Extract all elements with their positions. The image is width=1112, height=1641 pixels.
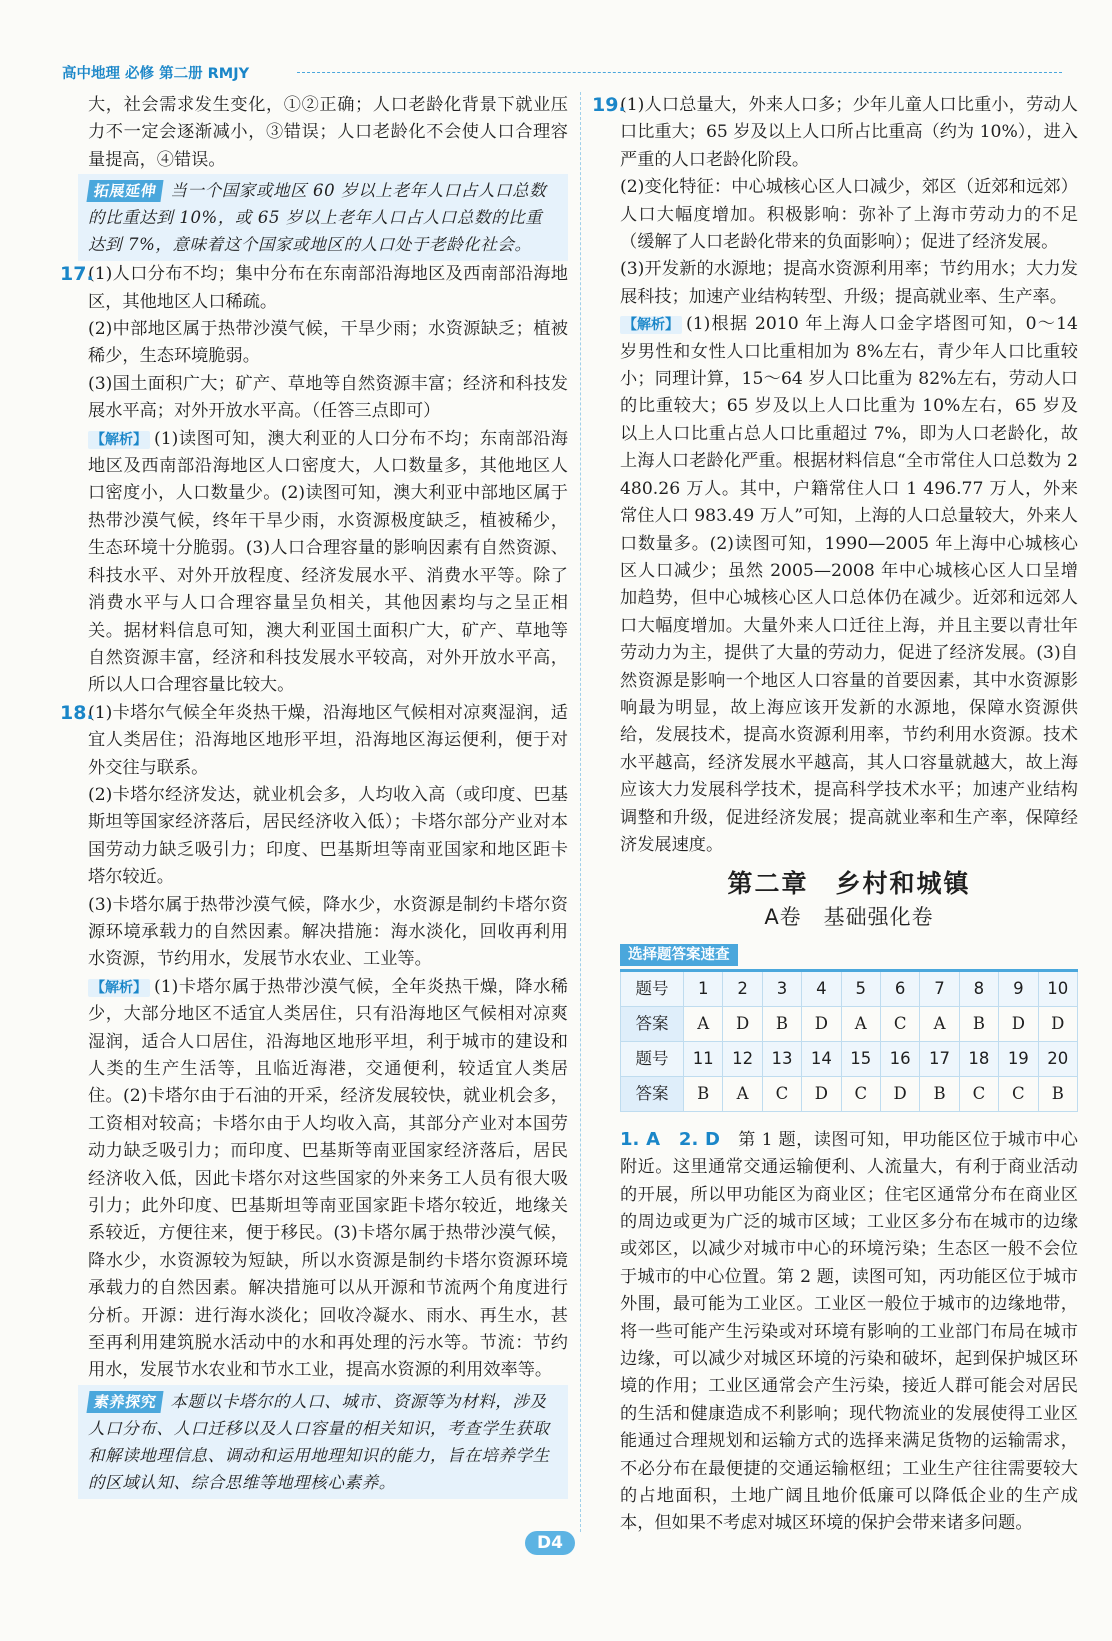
q19-answer-2: (2)变化特征：中心城核心区人口减少，郊区（近郊和远郊）人口大幅度增加。积极影响：弥补了上海市劳动力的不足（缓解了人口老龄化带来的负面影响）；促进了经济发展。: [620, 177, 1078, 253]
left-column: [60, 92, 568, 1499]
answer-table-section: [620, 941, 1078, 1111]
table-row: [621, 1006, 1078, 1041]
extension-tag: 拓展延伸: [86, 180, 163, 202]
table-cell: 4: [802, 970, 841, 1006]
table-cell: A: [684, 1006, 723, 1041]
row-label: 题号: [621, 970, 684, 1006]
table-cell: 16: [880, 1041, 919, 1076]
table-cell: C: [880, 1006, 919, 1041]
page-header: [62, 62, 1062, 84]
table-cell: 1: [684, 970, 723, 1006]
q19-analysis-text: (1)根据 2010 年上海人口金字塔图可知，0～14 岁男性和女性人口比重相加为 8%左右，青少年人口比重较小；同理计算，15～64 岁人口比重为 82%左右，劳动人口的比重较大；65 岁及以上人口比重为 10%左右，65 岁及以上人口比重占总人口比重超过 7%，即为人口老龄化，故上海人口老龄化严重。根据材料信息“全市常住人口总数为 2 480.26 万人。其中，户籍常住人口 1 496.77 万人，外来常住人口 983.49 万人”可知，上海的人口总量较大，外来人口数量多。(2)读图可知，1990—2005 年上海中心城核心区人口减少；虽然 2005—2008 年中心城核心区人口呈增加趋势，但中心城核心区人口总体仍在减少。近郊和远郊人口大幅度增加。大量外来人口迁往上海，并且主要以青壮年劳动力为主，提供了大量的劳动力，促进了经济发展。(3)自然资源是影响一个地区人口容量的首要因素，其中水资源影响最为明显，故上海应该开发新的水源地，保障水资源供给，发展技术，提高水资源利用率，节约利用水资源。技术水平越高，经济发展水平越高，其人口容量就越大，故上海应该大力发展科学技术，提高科学技术水平；加速产业结构调整和升级，促进经济发展；提高就业率和生产率，保障经济发展速度。: [620, 314, 1078, 855]
table-cell: 12: [723, 1041, 762, 1076]
table-cell: 20: [1038, 1041, 1077, 1076]
table-row: [621, 970, 1078, 1006]
literacy-tag: 素养探究: [86, 1391, 163, 1413]
table-cell: 19: [999, 1041, 1038, 1076]
analysis-tag: 【解析】: [620, 316, 682, 334]
table-cell: 3: [762, 970, 801, 1006]
q16-tail-text: 大，社会需求发生变化，①②正确；人口老龄化背景下就业压力不一定会逐渐减小，③错误；人口老龄化不会使人口合理容量提高，④错误。: [88, 95, 568, 170]
literacy-text: 本题以卡塔尔的人口、城市、资源等为材料，涉及人口分布、人口迁移以及人口容量的相关知识，考查学生获取和解读地理信息、调动和运用地理知识的能力，旨在培养学生的区域认知、综合思维等地理核心素养。: [88, 1391, 550, 1492]
q18-answer-2: (2)卡塔尔经济发达，就业机会多，人均收入高（或印度、巴基斯坦等国家经济落后，居民经济收入低）；卡塔尔部分产业对本国劳动力缺乏吸引力；印度、巴基斯坦等南亚国家和地区距卡塔尔较近。: [88, 784, 568, 888]
table-cell: A: [723, 1076, 762, 1111]
table-cell: B: [1038, 1076, 1077, 1111]
table-cell: A: [841, 1006, 880, 1041]
table-cell: 5: [841, 970, 880, 1006]
table-row: [621, 1041, 1078, 1076]
q19-number: 19.: [592, 94, 626, 116]
mcq-explanation: [620, 1126, 1078, 1538]
table-cell: 2: [723, 970, 762, 1006]
analysis-tag: 【解析】: [88, 431, 150, 449]
table-row: [621, 1076, 1078, 1111]
extension-text: 当一个国家或地区 60 岁以上老年人口占人口总数的比重达到 10%，或 65 岁以上老年人口占人口总数的比重达到 7%，意味着这个国家或地区的人口处于老龄化社会。: [88, 181, 547, 255]
q19-answer-3: (3)开发新的水源地；提高水资源利用率；节约用水；大力发展科技；加速产业结构转型、升级；提高就业率、生产率。: [620, 259, 1078, 307]
table-cell: 11: [684, 1041, 723, 1076]
answer-table-title: 选择题答案速查: [620, 944, 738, 966]
header-rule: [297, 72, 1062, 73]
q19-answer-1: (1)人口总量大，外来人口多；少年儿童人口比重小，劳动人口比重大；65 岁及以上人口所占比重高（约为 10%），进入严重的人口老龄化阶段。: [620, 95, 1078, 170]
table-cell: 15: [841, 1041, 880, 1076]
table-cell: 10: [1038, 970, 1077, 1006]
q18-analysis: [88, 974, 568, 1385]
table-cell: 8: [959, 970, 998, 1006]
q17-answer-1: (1)人口分布不均；集中分布在东南部沿海地区及西南部沿海地区，其他地区人口稀疏。: [88, 264, 568, 312]
question-19: [592, 92, 1078, 859]
table-cell: D: [1038, 1006, 1077, 1041]
q19-analysis: [620, 311, 1078, 859]
table-cell: C: [959, 1076, 998, 1111]
table-cell: B: [920, 1076, 959, 1111]
analysis-tag: 【解析】: [88, 979, 150, 997]
row-label: 答案: [621, 1006, 684, 1041]
q17-analysis-text: (1)读图可知，澳大利亚的人口分布不均；东南部沿海地区及西南部沿海地区人口密度大，人口数量多，其他地区人口密度小，人口数量少。(2)读图可知，澳大利亚中部地区属于热带沙漠气候，终年干旱少雨，水资源极度缺乏，植被稀少，生态环境十分脆弱。(3)人口合理容量的影响因素有自然资源、科技水平、对外开放程度、经济发展水平、消费水平等。除了消费水平与人口合理容量呈负相关，其他因素均与之呈正相关。据材料信息可知，澳大利亚国土面积广大，矿产、草地等自然资源丰富，经济和科技发展水平较高，对外开放水平高，所以人口合理容量比较大。: [88, 428, 568, 696]
table-cell: 6: [880, 970, 919, 1006]
table-cell: 14: [802, 1041, 841, 1076]
table-cell: B: [762, 1006, 801, 1041]
q17-number: 17.: [60, 263, 94, 286]
q16-extension-box: [78, 174, 568, 261]
table-cell: B: [959, 1006, 998, 1041]
q18-number: 18.: [60, 701, 94, 724]
header-title: 高中地理 必修 第二册 RMJY: [62, 66, 250, 82]
table-cell: B: [684, 1076, 723, 1111]
answer-table: [620, 969, 1078, 1112]
mcq-explanation-text: 第 1 题，读图可知，甲功能区位于城市中心附近。这里通常交通运输便利、人流量大，有利于商业活动的开展，所以甲功能区为商业区；住宅区通常分布在商业区的周边或更为广泛的城市区域；工业区多分布在城市的边缘或郊区，以减少对城市中心的环境污染；生态区一般不会位于城市的中心位置。第 2 题，读图可知，丙功能区位于城市外围，最可能为工业区。工业区一般位于城市的边缘地带，将一些可能产生污染或对环境有影响的工业部门布局在城市边缘，可以减少对城区环境的污染和破坏，起到保护城区环境的作用；工业区通常会产生污染，接近人群可能会对居民的生活和健康造成不利影响；现代物流业的发展使得工业区能通过合理规划和运输方式的选择来满足货物的运输需求，不必分布在最便捷的交通运输枢纽；工业生产往往需要较大的占地面积，土地广阔且地价低廉可以降低企业的生产成本，但如果不考虑对城区环境的保护会带来诸多问题。: [620, 1129, 1078, 1534]
table-cell: D: [802, 1076, 841, 1111]
q17-answer-3: (3)国土面积广大；矿产、草地等自然资源丰富；经济和科技发展水平高；对外开放水平高。（任答三点即可）: [88, 373, 568, 422]
chapter-title: 第二章 乡村和城镇: [727, 869, 971, 899]
table-cell: C: [841, 1076, 880, 1111]
q17-answer-2: (2)中部地区属于热带沙漠气候，干旱少雨；水资源缺乏；植被稀少，生态环境脆弱。: [88, 319, 568, 367]
q18-analysis-text: (1)卡塔尔属于热带沙漠气候，全年炎热干燥，降水稀少，大部分地区不适宜人类居住，只有沿海地区气候相对凉爽湿润，适合人口居住，沿海地区地形平坦，利于城市的建设和人类的生产生活等，且临近海港，交通便利，较适宜人类居住。(2)卡塔尔由于石油的开采，经济发展较快，就业机会多，工资相对较高；卡塔尔由于人均收入高，其部分产业对本国劳动力缺乏吸引力；而印度、巴基斯等南亚国家经济落后，居民经济收入低，因此卡塔尔对这些国家的外来务工人员有很大吸引力；此外印度、巴基斯坦等南亚国家距卡塔尔较近，地缘关系较近，方便往来，便于移民。(3)卡塔尔属于热带沙漠气候，降水少，水资源较为短缺，所以水资源是制约卡塔尔资源环境承载力的自然因素。解决措施可以从开源和节流两个角度进行分析。开源：进行海水淡化；回收冷凝水、雨水、再生水，甚至再利用建筑脱水活动中的水和再处理的污水等。节流：节约用水，发展节水农业和节水工业，提高水资源的利用效率等。: [88, 976, 568, 1381]
volume-title: A卷 基础强化卷: [764, 905, 934, 930]
mcq-answers: 1. A 2. D: [620, 1128, 720, 1150]
row-label: 题号: [621, 1041, 684, 1076]
table-cell: 13: [762, 1041, 801, 1076]
table-cell: D: [999, 1006, 1038, 1041]
table-cell: 18: [959, 1041, 998, 1076]
table-cell: C: [762, 1076, 801, 1111]
table-cell: C: [999, 1076, 1038, 1111]
column-divider: [580, 92, 581, 1532]
table-cell: A: [920, 1006, 959, 1041]
q17-analysis: [88, 426, 568, 700]
table-cell: D: [880, 1076, 919, 1111]
table-cell: 7: [920, 970, 959, 1006]
q18-answer-3: (3)卡塔尔属于热带沙漠气候，降水少，水资源是制约卡塔尔资源环境承载力的自然因素。解决措施：海水淡化，回收再利用水资源，节约用水，发展节水农业、工业等。: [88, 894, 568, 970]
question-18: [60, 700, 568, 1385]
table-cell: D: [802, 1006, 841, 1041]
row-label: 答案: [621, 1076, 684, 1111]
right-column: [592, 92, 1078, 1538]
literacy-box: [78, 1385, 568, 1499]
question-17: [60, 261, 568, 700]
table-cell: D: [723, 1006, 762, 1041]
page-number-badge: D4: [525, 1531, 575, 1555]
table-cell: 9: [999, 970, 1038, 1006]
table-cell: 17: [920, 1041, 959, 1076]
q18-answer-1: (1)卡塔尔气候全年炎热干燥，沿海地区气候相对凉爽湿润，适宜人类居住；沿海地区地形平坦，沿海地区海运便利，便于对外交往与联系。: [88, 702, 568, 778]
